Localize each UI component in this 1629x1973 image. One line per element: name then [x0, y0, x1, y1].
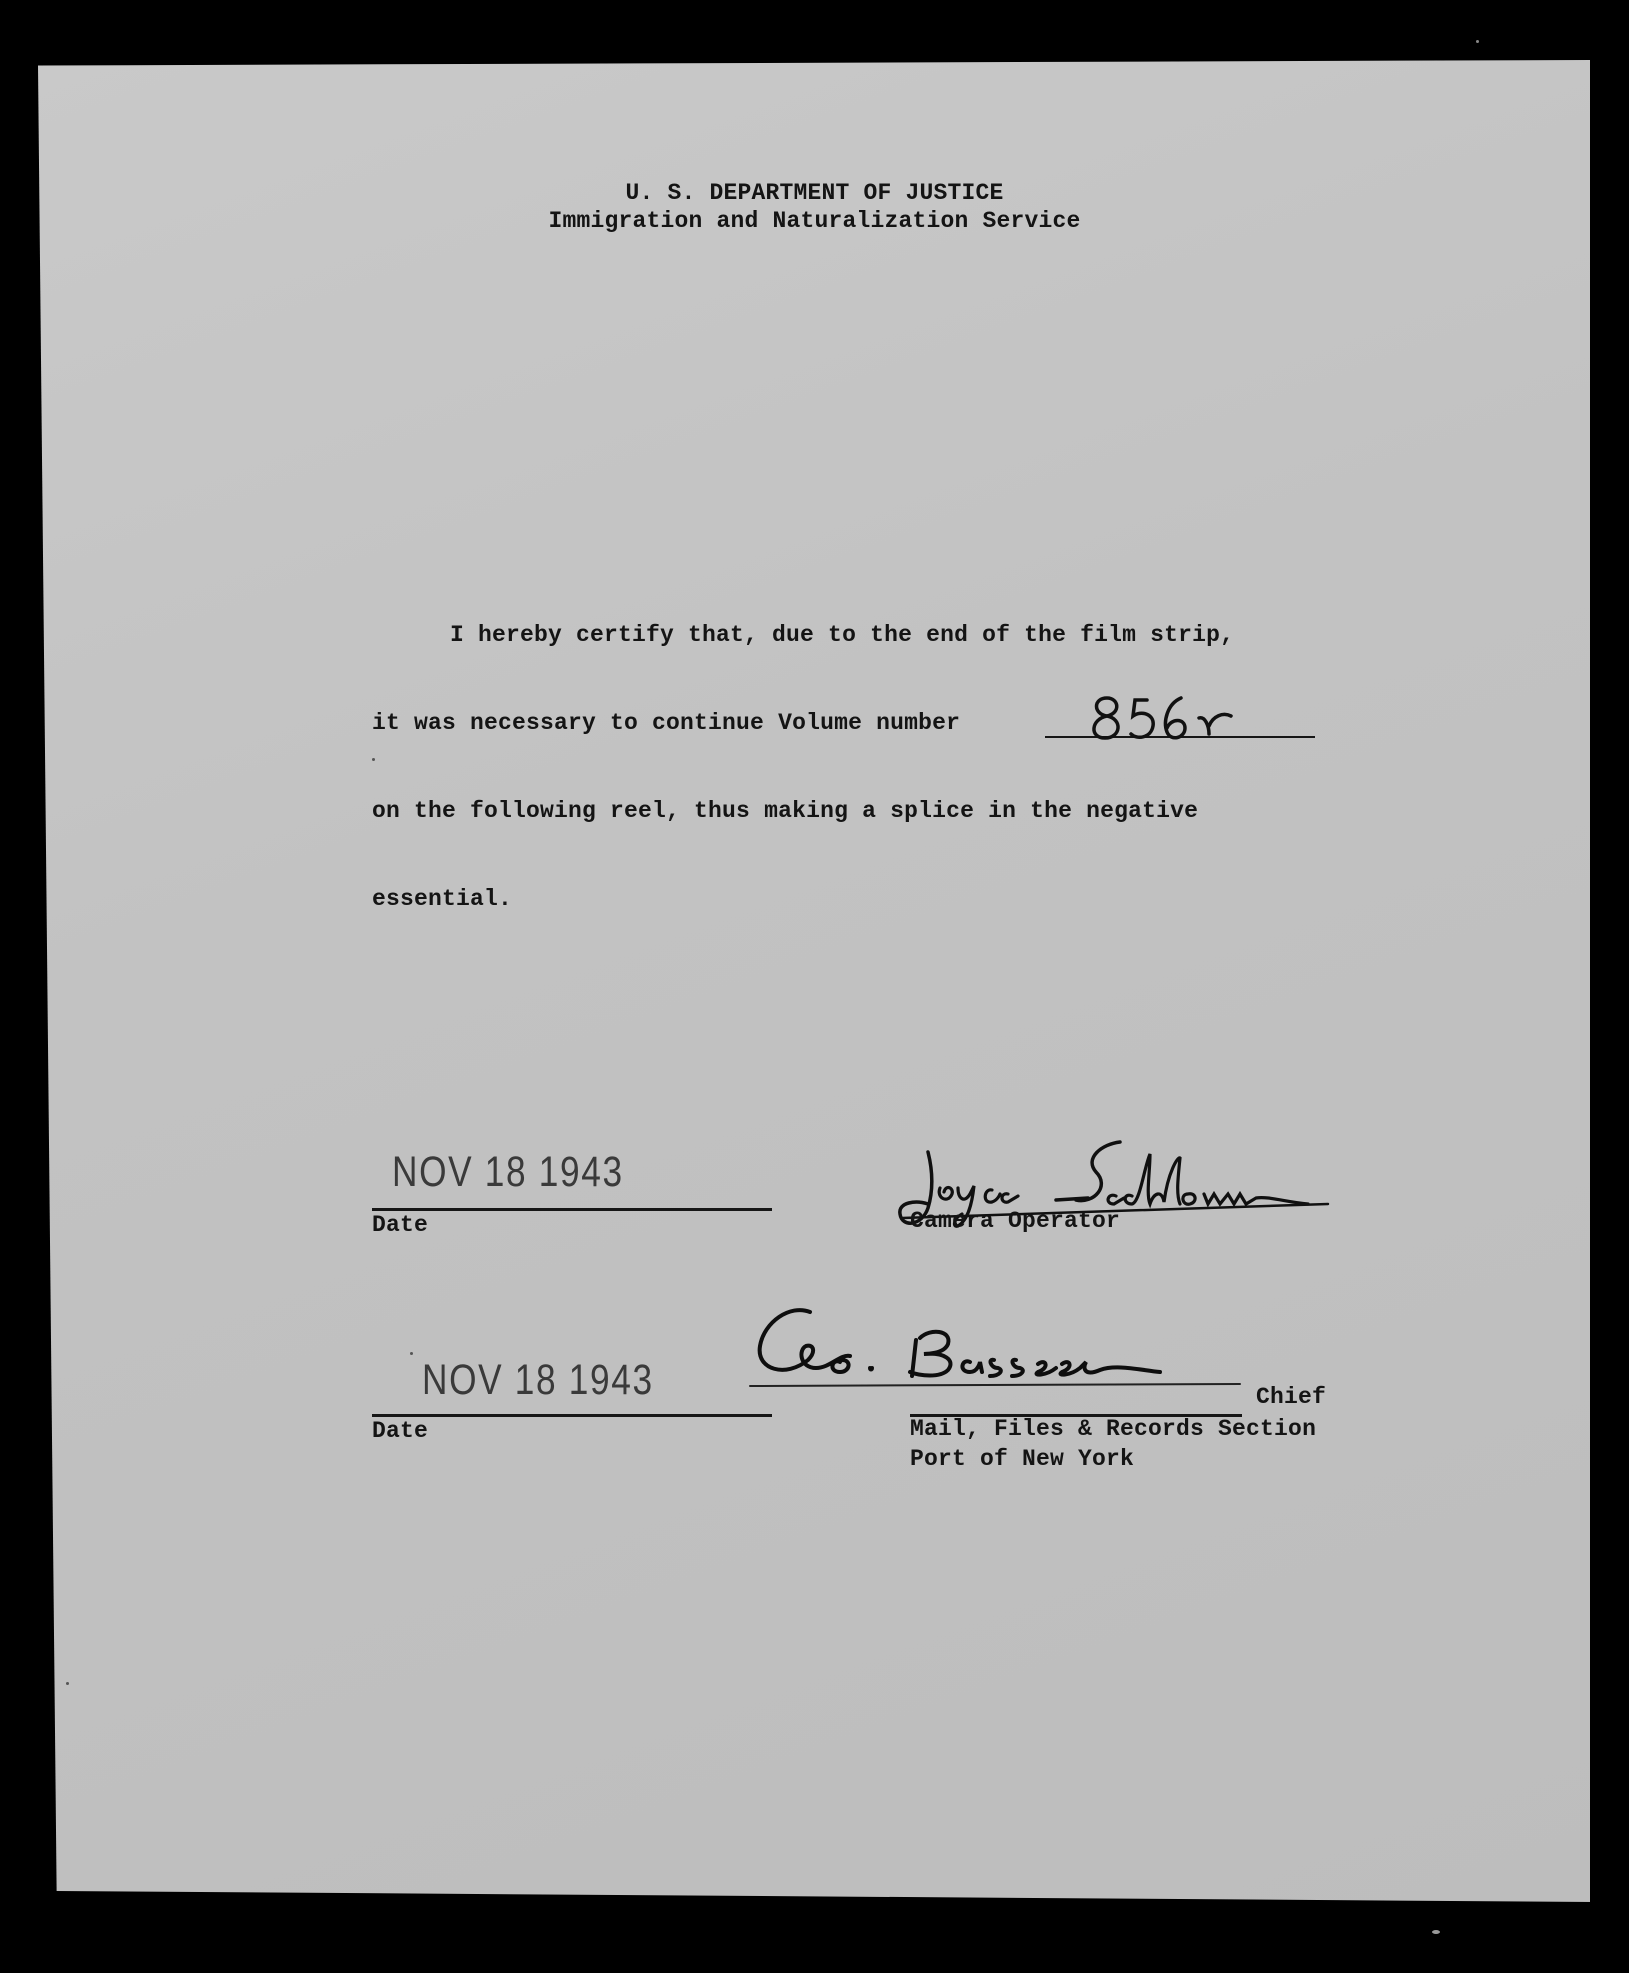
certification-text-line-4: essential. — [372, 886, 513, 912]
scan-speck — [372, 758, 375, 761]
chief-title-line-2: Port of New York — [910, 1446, 1135, 1472]
date-label-2: Date — [372, 1418, 429, 1444]
chief-signature-graphic — [720, 1298, 1260, 1408]
department-heading: U. S. DEPARTMENT OF JUSTICE — [625, 180, 1004, 206]
camera-operator-label: Camera Operator — [910, 1208, 1121, 1234]
certification-text-line-2: it was necessary to continue Volume number — [372, 710, 961, 736]
volume-number-handwriting-graphic — [1085, 688, 1245, 748]
certification-text-line-1: I hereby certify that, due to the end of the film strip, — [450, 622, 1235, 648]
scan-speck — [66, 1682, 69, 1685]
scan-speck — [1476, 40, 1479, 43]
chief-signature — [720, 1298, 1260, 1413]
scan-speck — [1432, 1930, 1440, 1934]
scan-speck — [410, 1352, 413, 1355]
date-line-1 — [372, 1208, 772, 1211]
date-stamp-1: NOV 18 1943 — [392, 1148, 624, 1196]
volume-number-handwritten — [1085, 688, 1245, 753]
date-line-2 — [372, 1414, 772, 1417]
certification-text-line-3: on the following reel, thus making a splice in the negative — [372, 798, 1199, 824]
chief-title-line-1: Mail, Files & Records Section — [910, 1416, 1317, 1442]
paper-sheet — [38, 60, 1590, 1902]
date-stamp-2: NOV 18 1943 — [422, 1356, 654, 1404]
date-label-1: Date — [372, 1212, 429, 1238]
service-heading: Immigration and Naturalization Service — [548, 208, 1081, 234]
chief-label: Chief — [1256, 1384, 1327, 1410]
